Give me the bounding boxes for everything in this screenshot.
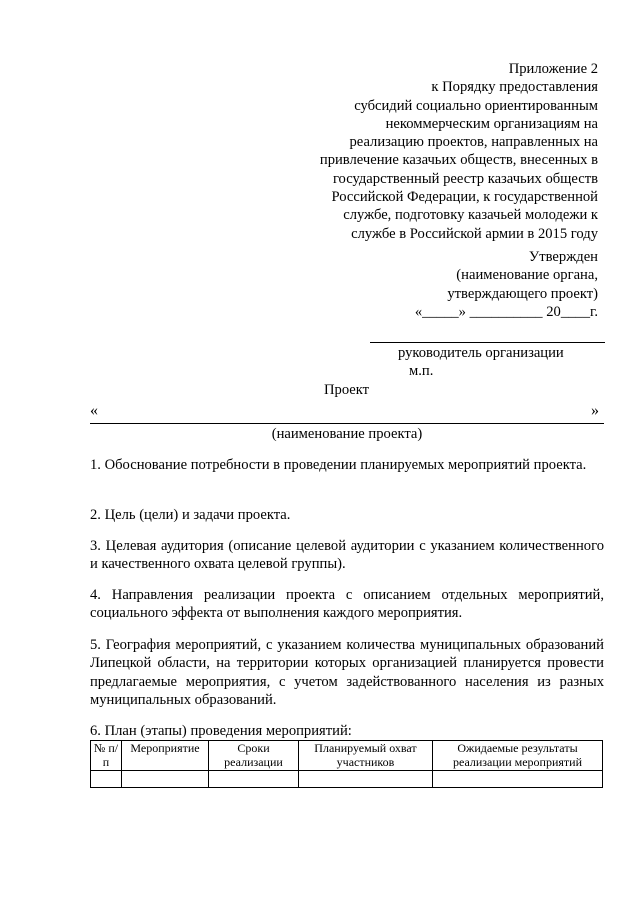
appendix-line: некоммерческим организациям на bbox=[385, 115, 598, 132]
appendix-line: службе, подготовку казачьей молодежи к bbox=[343, 207, 598, 224]
appendix-line: к Порядку предоставления bbox=[431, 79, 598, 96]
approval-date: «_____» __________ 20____г. bbox=[414, 303, 598, 320]
table-cell bbox=[433, 771, 603, 788]
approval-block bbox=[298, 248, 598, 321]
section-plan: 6. План (этапы) проведения мероприятий: bbox=[90, 723, 352, 739]
column-header-results: Ожидаемые результаты реализации мероприятий bbox=[433, 741, 603, 771]
plan-table bbox=[90, 740, 603, 788]
table-header-row bbox=[91, 741, 603, 771]
section-justification: 1. Обоснование потребности в проведении планируемых мероприятий проекта. bbox=[90, 457, 587, 473]
column-header-event: Мероприятие bbox=[122, 741, 209, 771]
signer-caption: руководитель организации bbox=[398, 345, 564, 361]
column-header-coverage: Планируемый охват участников bbox=[299, 741, 433, 771]
table-cell bbox=[122, 771, 209, 788]
appendix-line: привлечение казачьих обществ, внесенных в bbox=[319, 152, 598, 169]
section-geography: 5. География мероприятий, с указанием количества муниципальных образований Липецкой области, на территории которых организацией планируется провести предлагаемые мероприятия, с учетом задействованного населения из разных муниципальных образований. bbox=[90, 637, 604, 708]
column-header-number: № п/п bbox=[91, 741, 122, 771]
table-cell bbox=[209, 771, 299, 788]
section-directions: 4. Направления реализации проекта с описанием отдельных мероприятий, социального эффекта от выполнения каждого мероприятия. bbox=[90, 587, 604, 622]
appendix-line: Российской Федерации, к государственной bbox=[331, 189, 598, 206]
open-quote: « bbox=[90, 402, 98, 419]
stamp-caption: м.п. bbox=[409, 363, 434, 379]
approval-line: Утвержден bbox=[528, 249, 598, 265]
appendix-header bbox=[268, 60, 598, 243]
appendix-line: Приложение 2 bbox=[508, 61, 598, 77]
table-row bbox=[91, 771, 603, 788]
appendix-line: реализацию проектов, направленных на bbox=[349, 134, 598, 151]
table-cell bbox=[299, 771, 433, 788]
approval-line: утверждающего проект) bbox=[447, 285, 598, 302]
section-goals: 2. Цель (цели) и задачи проекта. bbox=[90, 507, 291, 523]
close-quote: » bbox=[591, 402, 599, 419]
project-name-caption: (наименование проекта) bbox=[271, 426, 423, 442]
project-label: Проект bbox=[324, 382, 370, 398]
approval-line: (наименование органа, bbox=[456, 267, 598, 284]
appendix-line: службе в Российской армии в 2015 году bbox=[351, 225, 598, 242]
appendix-line: государственный реестр казачьих обществ bbox=[332, 170, 598, 187]
signature-line bbox=[370, 342, 605, 343]
table-cell bbox=[91, 771, 122, 788]
column-header-terms: Сроки реализации bbox=[209, 741, 299, 771]
section-audience: 3. Целевая аудитория (описание целевой аудитории с указанием количественного и качественного охвата целевой группы). bbox=[90, 538, 604, 573]
appendix-line: субсидий социально ориентированным bbox=[354, 97, 598, 114]
project-name-line bbox=[90, 423, 604, 424]
